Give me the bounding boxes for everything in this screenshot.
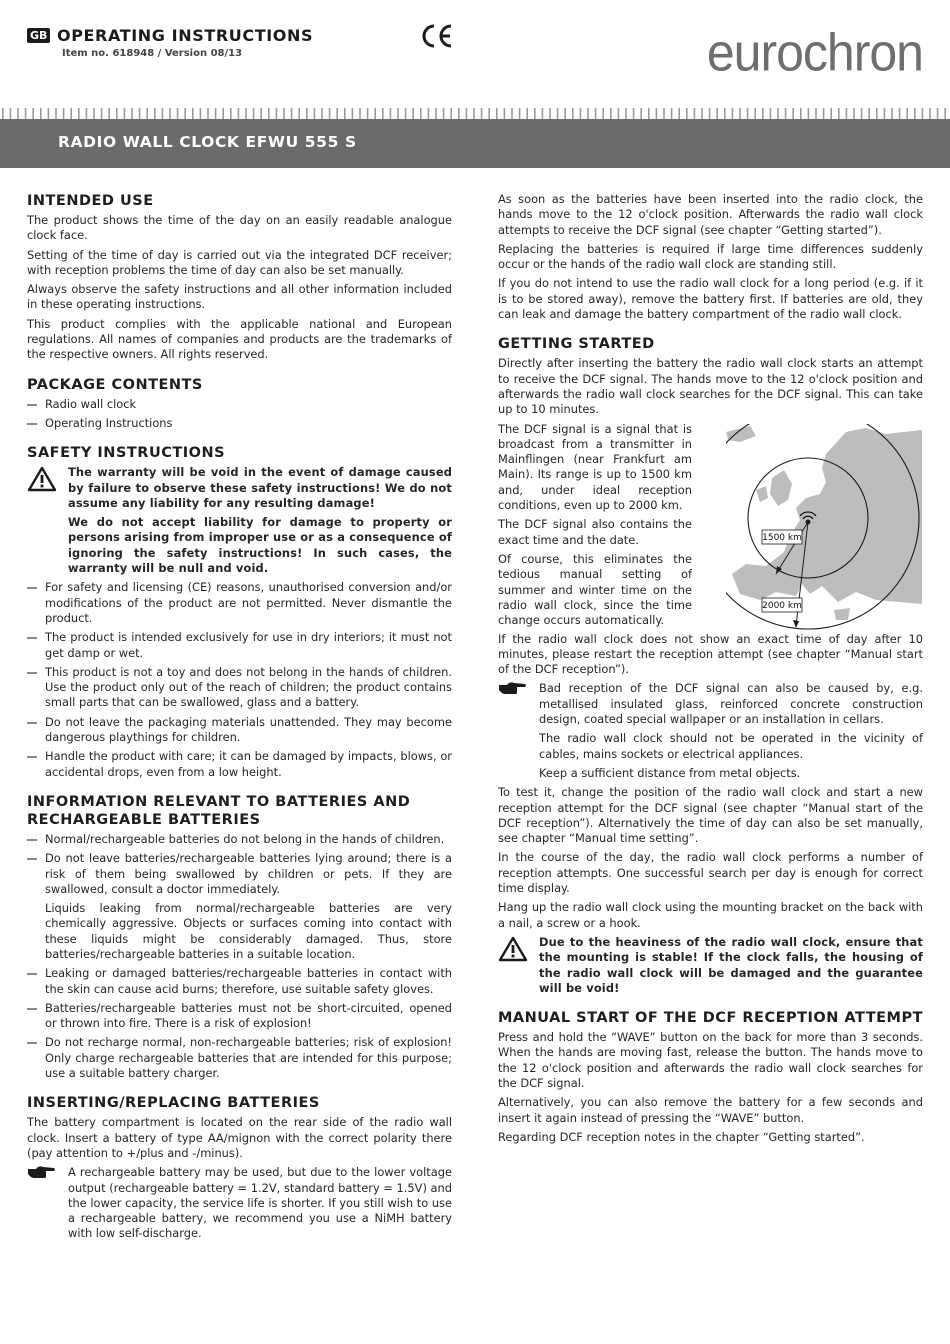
ruler-tick bbox=[230, 108, 232, 119]
list-item: Batteries/rechargeable batteries must not be short-circuited, opened or thrown into fire. There is a risk of explosion! bbox=[27, 1001, 452, 1032]
ruler-tick bbox=[542, 108, 544, 119]
list-item: The product is intended exclusively for use in dry interiors; it must not get damp or wet. bbox=[27, 630, 452, 661]
ruler-tick bbox=[922, 108, 924, 119]
section-heading-inserting-batteries: INSERTING/REPLACING BATTERIES bbox=[27, 1095, 320, 1112]
ruler-tick bbox=[177, 108, 179, 119]
ruler-tick bbox=[184, 108, 186, 119]
ruler-tick bbox=[146, 108, 148, 119]
ruler-tick bbox=[823, 108, 825, 119]
ruler-tick bbox=[245, 108, 247, 119]
document-header bbox=[0, 0, 950, 108]
ruler-tick bbox=[610, 108, 612, 119]
ruler-tick bbox=[291, 108, 293, 119]
paragraph: The product shows the time of the day on an easily readable analogue clock face. bbox=[27, 213, 452, 243]
hint-block bbox=[498, 681, 923, 781]
section-heading-batteries: INFORMATION RELEVANT TO BATTERIES AND RECHARGEABLE BATTERIES bbox=[27, 793, 411, 828]
ruler-tick bbox=[929, 108, 931, 119]
ruler-tick bbox=[618, 108, 620, 119]
ruler-tick bbox=[169, 108, 171, 119]
ruler-tick bbox=[382, 108, 384, 119]
product-title-bar bbox=[0, 119, 950, 168]
ruler-tick bbox=[352, 108, 354, 119]
ruler-tick bbox=[572, 108, 574, 119]
dash-bullet-icon bbox=[27, 839, 37, 841]
ruler-tick bbox=[397, 108, 399, 119]
ruler-tick bbox=[785, 108, 787, 119]
ruler-tick bbox=[739, 108, 741, 119]
ruler-tick bbox=[481, 108, 483, 119]
ruler-tick bbox=[40, 108, 42, 119]
ruler-tick bbox=[283, 108, 285, 119]
ruler-tick bbox=[200, 108, 202, 119]
dash-bullet-icon bbox=[27, 756, 37, 758]
ruler-tick bbox=[215, 108, 217, 119]
ruler-tick bbox=[716, 108, 718, 119]
list-item: Normal/rechargeable batteries do not belong in the hands of children. bbox=[27, 832, 452, 847]
ruler-tick bbox=[496, 108, 498, 119]
ruler-tick bbox=[321, 108, 323, 119]
ruler-tick bbox=[124, 108, 126, 119]
ruler-tick bbox=[694, 108, 696, 119]
ruler-tick bbox=[504, 108, 506, 119]
section-heading-getting-started: GETTING STARTED bbox=[498, 336, 655, 353]
hint-text: A rechargeable battery may be used, but due to the lower voltage output (rechargeable battery = 1.2V, standard battery = 1.5V) and the lower capacity, the service life is shorter. If you still wish to use a rechargeable battery, we recommend you use a NiMH battery with low self-discharge. bbox=[68, 1165, 452, 1241]
ruler-tick bbox=[32, 108, 34, 119]
ruler-tick bbox=[268, 108, 270, 119]
paragraph: Hang up the radio wall clock using the mounting bracket on the back with a nail, a screw or a hook. bbox=[498, 900, 923, 930]
ruler-tick bbox=[70, 108, 72, 119]
hint-block bbox=[27, 1165, 452, 1241]
ruler-tick bbox=[238, 108, 240, 119]
paragraph: To test it, change the position of the radio wall clock and start a new reception attempt for the DCF signal (see chapter “Manual start of the DCF reception”). Alternatively the time of day can also be set manually, see chapter “Manual time setting”. bbox=[498, 785, 923, 846]
ruler-tick bbox=[815, 108, 817, 119]
warning-text: Due to the heaviness of the radio wall clock, ensure that the mounting is stable! If the clock falls, the housing of the radio wall clock will be damaged and the guarantee will be void! bbox=[539, 934, 923, 995]
ruler-tick bbox=[192, 108, 194, 119]
ruler-tick bbox=[329, 108, 331, 119]
ruler-tick bbox=[466, 108, 468, 119]
dash-bullet-icon bbox=[27, 672, 37, 674]
map-label-2000km: 2000 km bbox=[762, 600, 802, 611]
ruler-tick bbox=[63, 108, 65, 119]
ruler-tick bbox=[336, 108, 338, 119]
map-side-text bbox=[498, 422, 692, 633]
ruler-tick bbox=[435, 108, 437, 119]
paragraph: Of course, this eliminates the tedious manual setting of summer and winter time on the radio wall clock, since the time change occurs automatically. bbox=[498, 551, 692, 628]
ruler-tick bbox=[640, 108, 642, 119]
ruler-tick bbox=[154, 108, 156, 119]
ruler-tick bbox=[139, 108, 141, 119]
warning-triangle-icon bbox=[27, 466, 57, 492]
ruler-tick bbox=[906, 108, 908, 119]
ruler-tick bbox=[86, 108, 88, 119]
paragraph: This product complies with the applicable national and European regulations. All names of companies and products are the trademarks of the respective owners. All rights reserved. bbox=[27, 316, 452, 362]
ruler-tick bbox=[868, 108, 870, 119]
ruler-tick bbox=[557, 108, 559, 119]
paragraph: Alternatively, you can also remove the battery for a few seconds and insert it again instead of pressing the “WAVE” button. bbox=[498, 1095, 923, 1125]
ruler-tick bbox=[671, 108, 673, 119]
decorative-ruler bbox=[0, 106, 950, 120]
ruler-tick bbox=[276, 108, 278, 119]
ruler-tick bbox=[602, 108, 604, 119]
ruler-tick bbox=[260, 108, 262, 119]
list-item: Do not recharge normal, non-rechargeable batteries; risk of explosion! Only charge rechargeable batteries that are intended for this purpose; use a suitable battery charger. bbox=[27, 1035, 452, 1081]
ruler-tick bbox=[777, 108, 779, 119]
ruler-tick bbox=[374, 108, 376, 119]
ruler-tick bbox=[298, 108, 300, 119]
dash-bullet-icon bbox=[27, 722, 37, 724]
dash-bullet-icon bbox=[27, 587, 37, 589]
ruler-tick bbox=[656, 108, 658, 119]
left-column bbox=[27, 192, 452, 1246]
ruler-tick bbox=[838, 108, 840, 119]
warning-triangle-icon bbox=[498, 936, 528, 962]
list-item: Radio wall clock bbox=[27, 397, 452, 412]
ruler-tick bbox=[762, 108, 764, 119]
ruler-tick bbox=[853, 108, 855, 119]
section-heading-package-contents: PACKAGE CONTENTS bbox=[27, 376, 203, 393]
section-heading-safety: SAFETY INSTRUCTIONS bbox=[27, 445, 226, 462]
section-heading-intended-use: INTENDED USE bbox=[27, 193, 154, 209]
ruler-tick bbox=[830, 108, 832, 119]
ruler-tick bbox=[732, 108, 734, 119]
ruler-tick bbox=[131, 108, 133, 119]
ruler-tick bbox=[428, 108, 430, 119]
dash-bullet-icon bbox=[27, 637, 37, 639]
dcf-map-row bbox=[498, 422, 923, 632]
paragraph: Press and hold the “WAVE” button on the back for more than 3 seconds. When the hands are moving fast, release the button. The hands move to the 12 o'clock position and afterwards the radio wall clock searches for the DCF signal. bbox=[498, 1030, 923, 1090]
list-item: This product is not a toy and does not belong in the hands of children. Use the product only out of the reach of children; the product contains small parts that can be swallowed, glass and a battery. bbox=[27, 665, 452, 711]
ruler-tick bbox=[663, 108, 665, 119]
dash-bullet-icon bbox=[27, 1008, 37, 1010]
ruler-tick bbox=[792, 108, 794, 119]
ruler-tick bbox=[724, 108, 726, 119]
ruler-tick bbox=[344, 108, 346, 119]
list-item: For safety and licensing (CE) reasons, unauthorised conversion and/or modifications of the product are not permitted. Never dismantle the product. bbox=[27, 580, 452, 626]
right-column bbox=[498, 192, 923, 1149]
safety-warning-block bbox=[27, 465, 452, 576]
ruler-tick bbox=[222, 108, 224, 119]
list-item: Operating Instructions bbox=[27, 416, 452, 431]
paragraph: Directly after inserting the battery the radio wall clock starts an attempt to receive the DCF signal. The hands move to the 12 o'clock position and afterwards the radio wall clock searches for the DCF signal. This can take up to 10 minutes. bbox=[498, 356, 923, 417]
dash-bullet-icon bbox=[27, 1042, 37, 1044]
ruler-tick bbox=[633, 108, 635, 119]
ruler-tick bbox=[511, 108, 513, 119]
hint-text: Bad reception of the DCF signal can also be caused by, e.g. metallised insulated glass, reinforced concrete construction design, coated special wallpaper or an installation in cellars. bbox=[539, 681, 923, 727]
ruler-tick bbox=[648, 108, 650, 119]
ruler-tick bbox=[390, 108, 392, 119]
ruler-tick bbox=[754, 108, 756, 119]
ce-mark-icon bbox=[419, 23, 455, 49]
ruler-tick bbox=[10, 108, 12, 119]
dcf-range-map bbox=[726, 424, 922, 634]
paragraph: Regarding DCF reception notes in the chapter “Getting started”. bbox=[498, 1129, 865, 1144]
ruler-tick bbox=[884, 108, 886, 119]
ruler-tick bbox=[944, 108, 946, 119]
list-item: Do not leave the packaging materials unattended. They may become dangerous playthings for children. bbox=[27, 715, 452, 746]
ruler-tick bbox=[549, 108, 551, 119]
paragraph: If the radio wall clock does not show an exact time of day after 10 minutes, please restart the reception attempt (see chapter “Manual start of the DCF reception”). bbox=[498, 631, 923, 677]
ruler-tick bbox=[534, 108, 536, 119]
ruler-tick bbox=[876, 108, 878, 119]
paragraph: Setting of the time of day is carried out via the integrated DCF receiver; with reception problems the time of day can also be set manually. bbox=[27, 247, 452, 277]
paragraph: As soon as the batteries have been inserted into the radio clock, the hands move to the 12 o'clock position. Afterwards the radio wall clock attempts to receive the DCF signal (see chapter “Getting started”). bbox=[498, 192, 923, 237]
ruler-tick bbox=[861, 108, 863, 119]
ruler-tick bbox=[899, 108, 901, 119]
ruler-tick bbox=[595, 108, 597, 119]
ruler-tick bbox=[709, 108, 711, 119]
warning-text: We do not accept liability for damage to property or persons arising from improper use or as a consequence of ignoring the safety instructions! In such cases, the warranty will be null and void. bbox=[68, 515, 452, 576]
hint-text: The radio wall clock should not be operated in the vicinity of cables, mains sockets or electrical appliances. bbox=[539, 731, 923, 761]
ruler-tick bbox=[891, 108, 893, 119]
paragraph: The battery compartment is located on the rear side of the radio wall clock. Insert a battery of type AA/mignon with the correct polarity there (pay attention to +/plus and -/minus). bbox=[27, 1115, 452, 1160]
ruler-tick bbox=[314, 108, 316, 119]
ruler-tick bbox=[473, 108, 475, 119]
ruler-tick bbox=[101, 108, 103, 119]
ruler-tick bbox=[625, 108, 627, 119]
ruler-tick bbox=[93, 108, 95, 119]
list-item-continuation: Liquids leaking from normal/rechargeable batteries are very chemically aggressive. Objects or surfaces coming into contact with these liquids might be considerably damaged. Thus, store batteries/rechargeable batteries in a suitable location. bbox=[45, 901, 452, 961]
paragraph: The DCF signal also contains the exact time and the date. bbox=[498, 517, 692, 547]
list-item: Leaking or damaged batteries/rechargeable batteries in contact with the skin can cause acid burns; therefore, use suitable safety gloves. bbox=[27, 966, 452, 997]
list-item: Do not leave batteries/rechargeable batteries lying around; there is a risk of them being swallowed by children or pets. If they are swallowed, consult a doctor immediately. bbox=[27, 851, 452, 897]
hint-text: Keep a sufficient distance from metal objects. bbox=[539, 765, 801, 780]
ruler-tick bbox=[116, 108, 118, 119]
ruler-tick bbox=[587, 108, 589, 119]
document-type-title: OPERATING INSTRUCTIONS bbox=[57, 26, 314, 45]
ruler-tick bbox=[914, 108, 916, 119]
ruler-tick bbox=[770, 108, 772, 119]
ruler-tick bbox=[800, 108, 802, 119]
ruler-tick bbox=[162, 108, 164, 119]
product-title: RADIO WALL CLOCK EFWU 555 S bbox=[58, 133, 357, 151]
paragraph: In the course of the day, the radio wall clock performs a number of reception attempts. One successful search per day is enough for correct time display. bbox=[498, 850, 923, 896]
ruler-tick bbox=[686, 108, 688, 119]
ruler-tick bbox=[519, 108, 521, 119]
mounting-warning-block bbox=[498, 935, 923, 996]
dash-bullet-icon bbox=[27, 404, 37, 406]
ruler-tick bbox=[78, 108, 80, 119]
ruler-tick bbox=[701, 108, 703, 119]
ruler-tick bbox=[678, 108, 680, 119]
ruler-tick bbox=[808, 108, 810, 119]
ruler-tick bbox=[48, 108, 50, 119]
section-heading-manual-start: MANUAL START OF THE DCF RECEPTION ATTEMPT bbox=[498, 1010, 923, 1027]
ruler-tick bbox=[108, 108, 110, 119]
ruler-tick bbox=[580, 108, 582, 119]
ruler-tick bbox=[25, 108, 27, 119]
dash-bullet-icon bbox=[27, 973, 37, 975]
ruler-tick bbox=[405, 108, 407, 119]
ruler-tick bbox=[253, 108, 255, 119]
ruler-tick bbox=[367, 108, 369, 119]
ruler-tick bbox=[306, 108, 308, 119]
ruler-tick bbox=[488, 108, 490, 119]
paragraph: Always observe the safety instructions and all other information included in these operating instructions. bbox=[27, 282, 452, 312]
ruler-tick bbox=[443, 108, 445, 119]
dash-bullet-icon bbox=[27, 858, 37, 860]
paragraph: If you do not intend to use the radio wall clock for a long period (e.g. if it is to be stored away), remove the battery first. If batteries are old, they can leak and damage the battery compartment of the radio wall clock. bbox=[498, 276, 923, 322]
paragraph: Replacing the batteries is required if large time differences suddenly occur or the hands of the radio wall clock are standing still. bbox=[498, 241, 923, 272]
item-number: Item no. 618948 / Version 08/13 bbox=[62, 48, 243, 59]
map-label-1500km: 1500 km bbox=[762, 532, 802, 543]
ruler-tick bbox=[55, 108, 57, 119]
ruler-tick bbox=[450, 108, 452, 119]
ruler-tick bbox=[412, 108, 414, 119]
ruler-tick bbox=[937, 108, 939, 119]
warning-text: The warranty will be void in the event of damage caused by failure to observe these safety instructions! We do not assume any liability for any resulting damage! bbox=[68, 465, 452, 510]
ruler-tick bbox=[747, 108, 749, 119]
ruler-tick bbox=[17, 108, 19, 119]
pointing-hand-icon bbox=[27, 1165, 55, 1179]
ruler-tick bbox=[2, 108, 4, 119]
language-badge: GB bbox=[27, 28, 50, 43]
ruler-tick bbox=[846, 108, 848, 119]
ruler-tick bbox=[207, 108, 209, 119]
pointing-hand-icon bbox=[498, 681, 526, 695]
ruler-tick bbox=[526, 108, 528, 119]
dash-bullet-icon bbox=[27, 423, 37, 425]
ruler-tick bbox=[359, 108, 361, 119]
list-item: Handle the product with care; it can be damaged by impacts, blows, or accidental drops, even from a low height. bbox=[27, 749, 452, 780]
ruler-tick bbox=[458, 108, 460, 119]
ruler-tick bbox=[420, 108, 422, 119]
europe-landmass-icon bbox=[726, 426, 922, 620]
brand-logo: eurochron bbox=[706, 23, 923, 82]
paragraph: The DCF signal is a signal that is broadcast from a transmitter in Mainflingen (near Frankfurt am Main). Its range is up to 1500 km and, under ideal reception conditions, even up to 2000 km. bbox=[498, 421, 692, 513]
ruler-tick bbox=[564, 108, 566, 119]
